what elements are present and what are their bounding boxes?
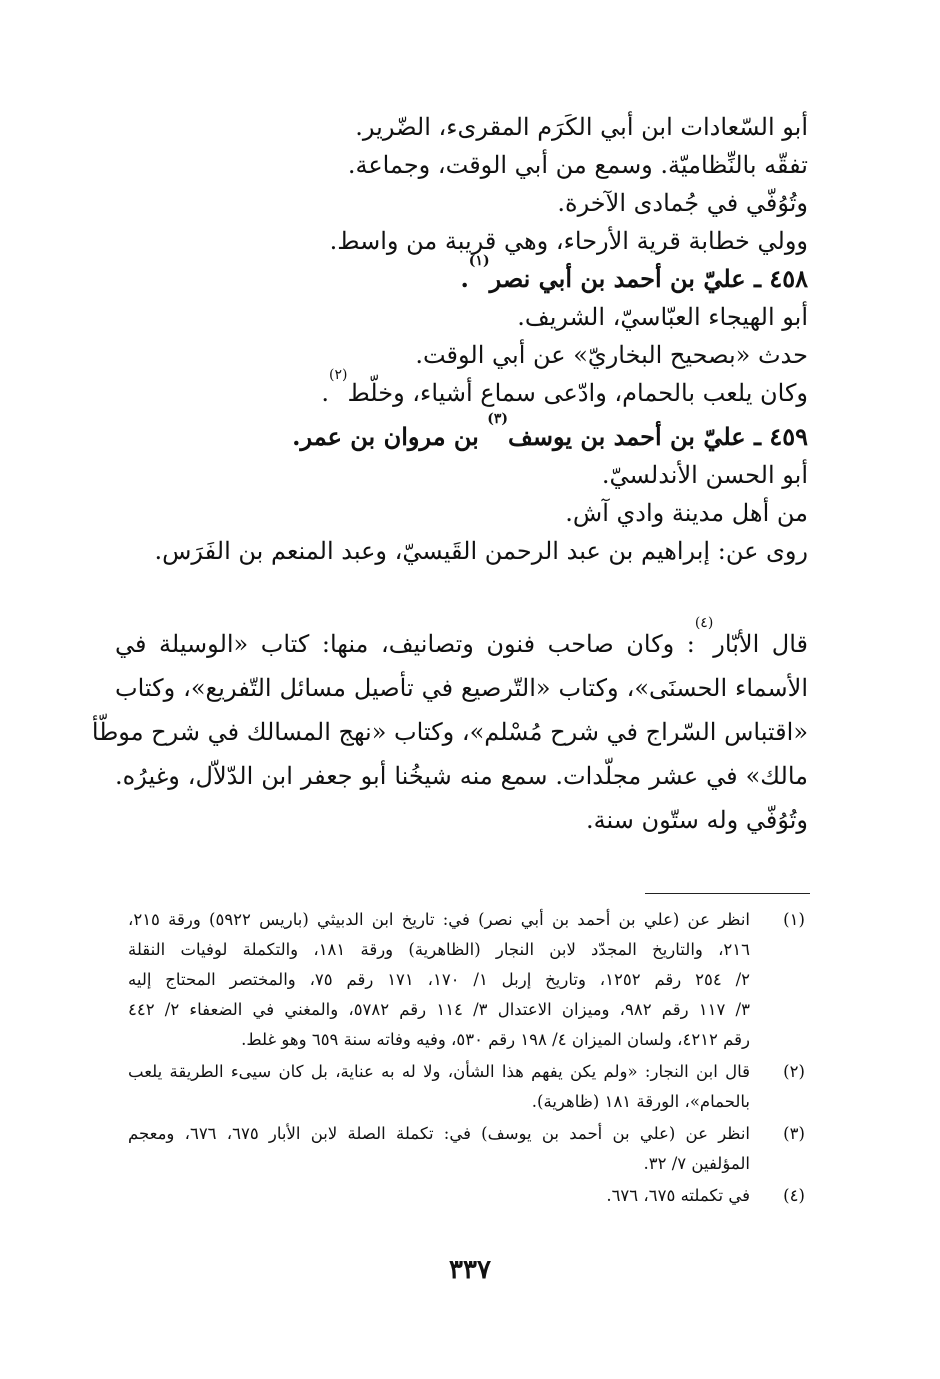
footnote-line: قال ابن النجار: «ولم يكن يفهم هذا الشأن، ولا له به عناية، بل كان سيىء الطريقة يلعب xyxy=(128,1062,750,1081)
entry-459-title-rest: بن مروان بن عمر. xyxy=(292,422,488,451)
text-line: أبو الحسن الأندلسيّ. xyxy=(601,461,808,489)
paragraph-line xyxy=(115,615,808,666)
paragraph-line: الأسماء الحسنَى»، وكتاب «التّرصيع في تأصيل مسائل التّفريع»، وكتاب xyxy=(115,674,808,702)
line-end: . xyxy=(321,379,330,407)
footnote-ref-1: (١) xyxy=(468,253,490,269)
footnote-4 xyxy=(128,1181,818,1211)
text-line: روى عن: إبراهيم بن عبد الرحمن القَيسيّ، وعبد المنعم بن الفَرَس. xyxy=(154,537,808,565)
entry-458-title: ٤٥٨ ـ عليّ بن أحمد بن أبي نصر xyxy=(489,264,808,293)
main-text xyxy=(115,108,808,570)
footnote-line: انظر عن (علي بن أحمد بن أبي نصر) في: تاريخ ابن الدبيثي (باريس ٥٩٢٢) ورقة ٢١٥، xyxy=(128,910,750,929)
footnote-number: (٤) xyxy=(783,1186,805,1205)
footnote-line: المؤلفين ٧/ ٣٢. xyxy=(643,1154,750,1173)
entry-458-heading xyxy=(115,253,808,298)
footnote-line: انظر عن (علي بن أحمد بن يوسف) في: تكملة الصلة لابن الأبار ٦٧٥، ٦٧٦، ومعجم xyxy=(128,1124,751,1143)
footnote-number: (٢) xyxy=(783,1062,805,1081)
footnote-number: (٣) xyxy=(783,1124,805,1143)
footnote-line: ٢١٦، والتاريخ المجدّد لابن النجار (الظاهرية) ورقة ١٨١، والتكملة لوفيات النقلة xyxy=(128,940,750,959)
footnote-ref-4: (٤) xyxy=(694,615,714,631)
paragraph-line: «اقتباس السّراج في شرح مُسْلم»، وكتاب «نهج المسالك في شرح موطّأ xyxy=(91,718,808,746)
text-line: حدث «بصحيح البخاريّ» عن أبي الوقت. xyxy=(415,341,808,369)
footnote-line: بالحمام»، الورقة ١٨١ (ظاهرية). xyxy=(531,1092,750,1111)
text-segment: قال الأبّار xyxy=(713,630,808,658)
page-number: ٣٣٧ xyxy=(449,1255,491,1285)
text-line: أبو السّعادات ابن أبي الكَرَم المقرىء، الضّرير. xyxy=(355,113,808,141)
paragraph-line: مالك» في عشر مجلّدات. سمع منه شيخُنا أبو جعفر ابن الدّلاّل، وغيرُه. xyxy=(115,762,808,790)
footnote-1 xyxy=(128,905,818,1055)
main-paragraph xyxy=(91,615,808,842)
footnote-ref-3: (٣) xyxy=(487,411,508,427)
footnote-2 xyxy=(128,1057,818,1117)
footnotes xyxy=(128,905,818,1213)
text-line: من أهل مدينة وادي آش. xyxy=(565,499,808,527)
text-segment: : وكان صاحب فنون وتصانيف، منها: كتاب «الوسيلة في xyxy=(115,630,695,658)
footnote-3 xyxy=(128,1119,818,1179)
text-line: وولي خطابة قرية الأرحاء، وهي قريبة من واسط. xyxy=(329,227,808,255)
footnote-line: في تكملته ٦٧٥، ٦٧٦. xyxy=(606,1186,750,1205)
text-line: وكان يلعب بالحمام، وادّعى سماع أشياء، وخلّط xyxy=(347,379,808,407)
entry-458-heading-end: . xyxy=(460,264,469,293)
footnote-line: ٢/ ٢٥٤ رقم ١٢٥٢، وتاريخ إربل ١/ ١٧٠، ١٧١ رقم ٧٥، والمختصر المحتاج إليه xyxy=(128,970,750,989)
entry-459-heading xyxy=(115,411,808,456)
footnote-line: رقم ٤٢١٢، ولسان الميزان ٤/ ١٩٨ رقم ٥٣٠، وفيه وفاته سنة ٦٥٩ وهو غلط. xyxy=(241,1030,750,1049)
entry-459-title: ٤٥٩ ـ عليّ بن أحمد بن يوسف xyxy=(507,422,808,451)
text-line: أبو الهيجاء العبّاسيّ، الشريف. xyxy=(517,303,808,331)
footnote-line: ٣/ ١١٧ رقم ٩٨٢، وميزان الاعتدال ٣/ ١١٤ رقم ٥٧٨٢، والمغني في الضعفاء ٢/ ٤٤٢ xyxy=(128,1000,750,1019)
footnote-ref-2: (٢) xyxy=(329,367,348,383)
footnote-divider xyxy=(645,893,810,894)
text-line-with-ref xyxy=(115,367,808,412)
text-line: وتُوُفّي في جُمادى الآخرة. xyxy=(557,189,808,217)
footnote-number: (١) xyxy=(783,910,805,929)
text-line: تفقّه بالنِّظاميّة. وسمع من أبي الوقت، وجماعة. xyxy=(347,151,808,179)
paragraph-line: وتُوُفّي وله ستّون سنة. xyxy=(585,806,808,834)
